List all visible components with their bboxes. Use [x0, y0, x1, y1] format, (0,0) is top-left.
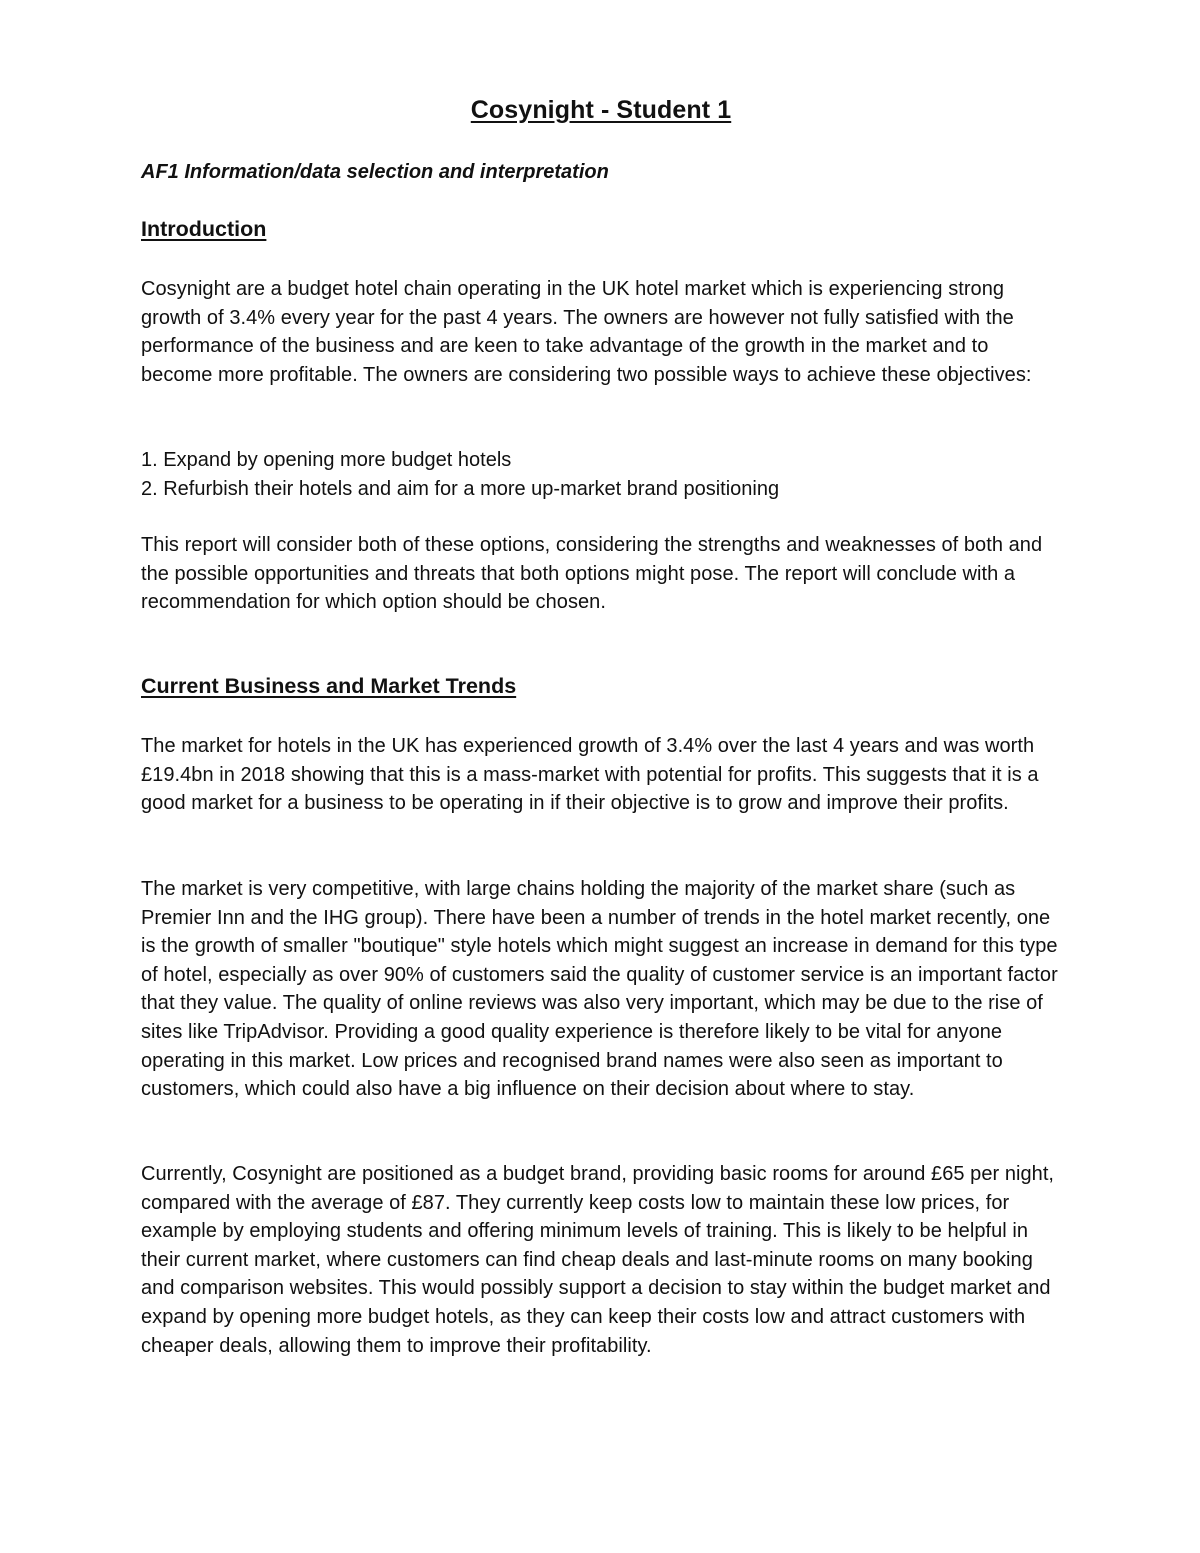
- section-heading-market-trends: Current Business and Market Trends: [141, 674, 517, 698]
- section-heading-introduction: Introduction: [141, 217, 267, 241]
- intro-paragraph-2: This report will consider both of these options, considering the strengths and weaknesses of both and the possible opportunities and threats that both options might pose. The report will conclude with a recommendation for which option should be chosen.: [141, 534, 1043, 614]
- market-paragraph-3: Currently, Cosynight are positioned as a budget brand, providing basic rooms for around £65 per night, compared with the average of £87. They currently keep costs low to maintain these low prices, for example by employing students and offering minimum levels of training. This is likely to be helpful in their current market, where customers can find cheap deals and last-minute rooms on many booking and comparison websites. This would possibly support a decision to stay within the budget market and expand by opening more budget hotels, as they can keep their costs low and attract customers with cheaper deals, allowing them to improve their profitability.: [141, 1163, 1055, 1357]
- market-paragraph-1: The market for hotels in the UK has experienced growth of 3.4% over the last 4 years and was worth £19.4bn in 2018 showing that this is a mass-market with potential for profits. This suggests that it is a good market for a business to be operating in if their objective is to grow and improve their profits.: [141, 735, 1039, 815]
- intro-paragraph-1: Cosynight are a budget hotel chain operating in the UK hotel market which is experiencing strong growth of 3.4% every year for the past 4 years. The owners are however not fully satisfied with the performance of the business and are keen to take advantage of the growth in the market and to become more profitable. The owners are considering two possible ways to achieve these objectives:: [141, 278, 1032, 386]
- options-list-item: 2. Refurbish their hotels and aim for a more up-market brand positioning: [141, 477, 780, 500]
- options-list: [141, 446, 779, 503]
- market-paragraph-2: The market is very competitive, with large chains holding the majority of the market share (such as Premier Inn and the IHG group). There have been a number of trends in the hotel market recently, one is the growth of smaller "boutique" style hotels which might suggest an increase in demand for this type of hotel, especially as over 90% of customers said the quality of customer service is an important factor that they value. The quality of online reviews was also very important, which may be due to the rise of sites like TripAdvisor. Providing a good quality experience is therefore likely to be vital for anyone operating in this market. Low prices and recognised brand names were also seen as important to customers, which could also have a big influence on their decision about where to stay.: [141, 878, 1058, 1101]
- document-title: Cosynight - Student 1: [470, 96, 732, 124]
- options-list-item: 1. Expand by opening more budget hotels: [141, 449, 512, 471]
- document-subtitle: AF1 Information/data selection and interpretation: [141, 161, 609, 183]
